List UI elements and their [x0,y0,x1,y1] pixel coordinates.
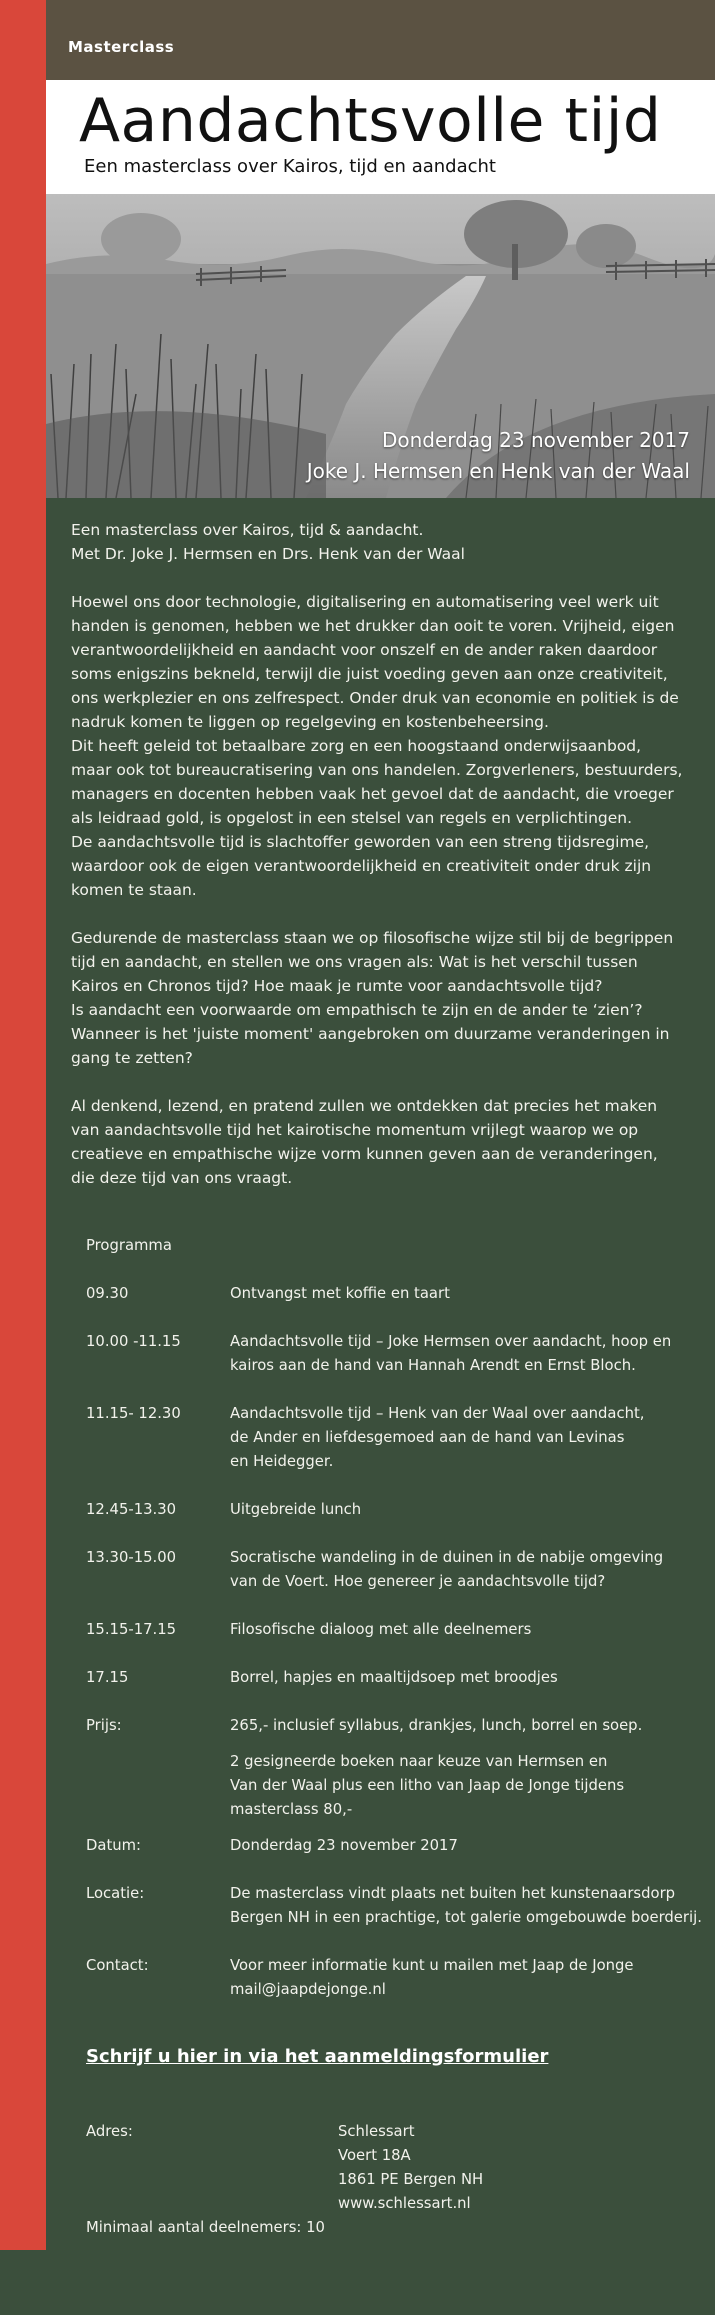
location-value: De masterclass vindt plaats net buiten het kunstenaarsdorp Bergen NH in een prachtige, tot galerie omgebouwde boerderij. [230,1885,702,1926]
program-row [86,1498,715,1522]
program-time: 13.30-15.00 [86,1549,177,1566]
hero-image [46,194,715,498]
contact-value: Voor meer informatie kunt u mailen met Jaap de Jonge mail@jaapdejonge.nl [230,1957,634,1998]
program-row [86,1330,715,1378]
hero-date: Donderdag 23 november 2017 [381,428,690,452]
price-row [86,1714,715,1738]
program-row [86,1402,715,1474]
page-title: Aandachtsvolle tijd [79,86,662,156]
location-label: Locatie: [86,1885,145,1902]
program-time: 15.15-17.15 [86,1621,177,1638]
intro-paragraph: Gedurende de masterclass staan we op filosofische wijze stil bij de begrippen tijd en aandacht, en stellen we ons vragen als: Wat is het verschil tussen Kairos en Chronos tijd? Hoe maak je rumte voor aandachtsvolle tijd? Is aandacht een voorwaarde om empathisch te zijn en de ander te ‘zien’? Wanneer is het 'juiste moment' aangebroken om duurzame veranderingen in gang te zetten? [71,929,674,1067]
program-row [86,1546,715,1594]
program-description: Aandachtsvolle tijd – Henk van der Waal over aandacht, de Ander en liefdesgemoed aan de hand van Levinas en Heidegger. [230,1405,645,1470]
hero-speakers: Joke J. Hermsen en Henk van der Waal [306,459,690,483]
misty-polder-landscape-image [46,194,715,498]
address-label: Adres: [86,2123,133,2140]
program-description: Uitgebreide lunch [230,1501,362,1518]
program-description: Socratische wandeling in de duinen in de nabije omgeving van de Voert. Hoe genereer je aandachtsvolle tijd? [230,1549,664,1590]
date-row [86,1834,715,1858]
minimum-participants: Minimaal aantal deelnemers: 10 [86,2219,325,2236]
intro-text [71,518,686,1214]
brand-label[interactable]: Masterclass [68,38,175,56]
price-label: Prijs: [86,1717,122,1734]
program-description: Filosofische dialoog met alle deelnemers [230,1621,532,1638]
program-row [86,1282,715,1306]
program-row [86,1618,715,1642]
date-label: Datum: [86,1837,142,1854]
contact-label: Contact: [86,1957,149,1974]
intro-paragraph: Al denkend, lezend, en pratend zullen we ontdekken dat precies het maken van aandachtsvolle tijd het kairotische momentum vrijlegt waarop we op creatieve en empathische wijze vorm kunnen geven aan de veranderingen, die deze tijd van ons vraagt. [71,1097,658,1187]
program-description: Aandachtsvolle tijd – Joke Hermsen over aandacht, hoop en kairos aan de hand van Hannah Arendt en Ernst Bloch. [230,1333,672,1374]
page-subtitle: Een masterclass over Kairos, tijd en aandacht [84,156,496,177]
intro-paragraph: Een masterclass over Kairos, tijd & aandacht. Met Dr. Joke J. Hermsen en Drs. Henk van der Waal [71,521,465,563]
address-lines: Schlessart Voert 18A 1861 PE Bergen NH www.schlessart.nl [338,2123,484,2212]
program-time: 09.30 [86,1285,129,1302]
program-description: Ontvangst met koffie en taart [230,1285,450,1302]
title-band [46,80,715,194]
site-header [46,0,715,80]
price-value: 265,- inclusief syllabus, drankjes, lunch, borrel en soep. [230,1717,643,1734]
intro-paragraph: Hoewel ons door technologie, digitalisering en automatisering veel werk uit handen is genomen, hebben we het drukker dan ooit te voren. Vrijheid, eigen verantwoordelijkheid en aandacht voor onszelf en de ander raken daardoor soms enigszins bekneld, terwijl die juist voeding geven aan onze creativiteit, ons werkplezier en ons zelfrespect. Onder druk van economie en politiek is de nadruk komen te liggen op regelgeving en kostenbeheersing. Dit heeft geleid tot betaalbare zorg en een hoogstaand onderwijsaanbod, maar ook tot bureaucratisering van ons handelen. Zorgverleners, bestuurders, managers en docenten hebben vaak het gevoel dat de aandacht, die vroeger als leidraad gold, is opgelost in een stelsel van regels en verplichtingen. De aandachtsvolle tijd is slachtoffer geworden van een streng tijdsregime, waardoor ook de eigen verantwoordelijkheid en creativiteit onder druk zijn komen te staan. [71,593,683,899]
program-section [86,1234,715,2002]
program-time: 12.45-13.30 [86,1501,177,1518]
program-heading: Programma [86,1237,172,1254]
price-extra: 2 gesigneerde boeken naar keuze van Hermsen en Van der Waal plus een litho van Jaap de Jonge tijdens masterclass 80,- [230,1753,625,1818]
program-time: 10.00 -11.15 [86,1333,181,1350]
price-extra-row [86,1750,715,1822]
program-time: 11.15- 12.30 [86,1405,181,1422]
contact-row [86,1954,715,2002]
program-row [86,1666,715,1690]
program-description: Borrel, hapjes en maaltijdsoep met broodjes [230,1669,558,1686]
accent-bar [0,0,46,2250]
date-value: Donderdag 23 november 2017 [230,1837,458,1854]
signup-link[interactable]: Schrijf u hier in via het aanmeldingsformulier [86,2046,549,2067]
program-time: 17.15 [86,1669,129,1686]
location-row [86,1882,715,1930]
